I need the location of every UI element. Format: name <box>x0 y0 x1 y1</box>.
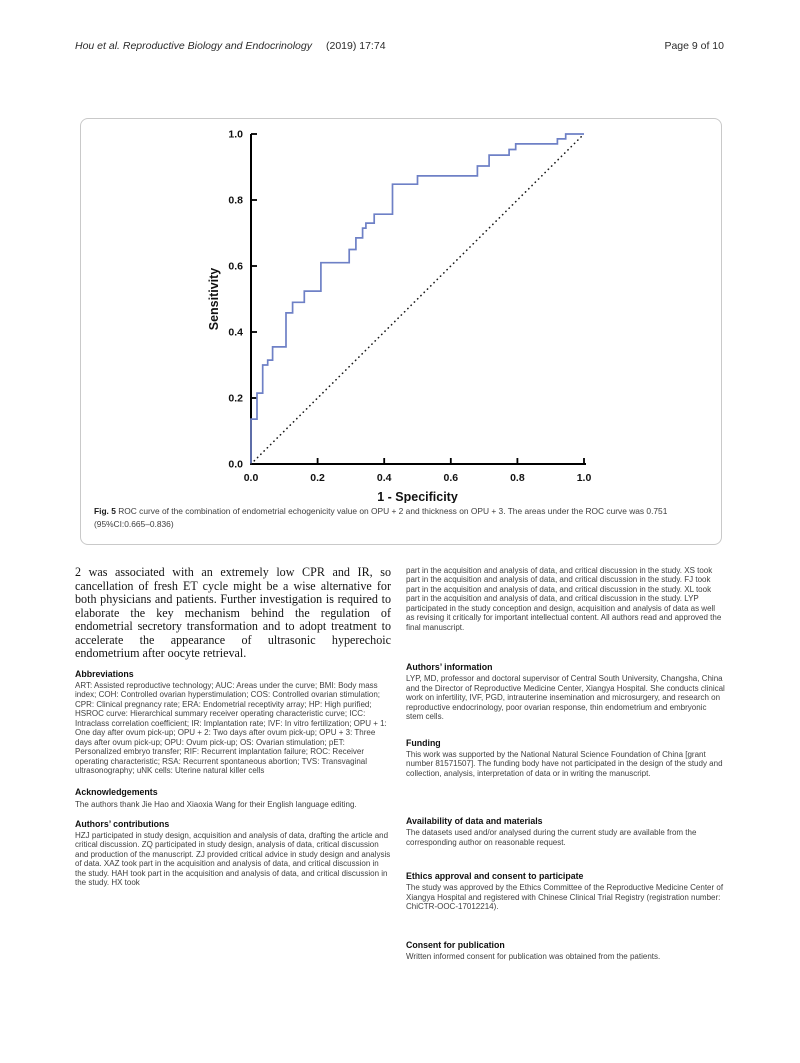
discussion-paragraph: 2 was associated with an extremely low CPR and IR, so cancellation of fresh ET cycle might be a wise alternative for both physicians and patients. Further investigation is required to elaborate the key mechanism behind the regulation of endometrial secretory transformation and to adopt treatment to accelerate the appearance of ultrasonic hyperechoic endometrium after oocyte retrieval. <box>75 565 391 661</box>
section-heading: Ethics approval and consent to participate <box>406 871 584 882</box>
citation <box>75 40 386 52</box>
section-body: The authors thank Jie Hao and Xiaoxia Wang for their English language editing. <box>75 799 357 809</box>
svg-text:0.0: 0.0 <box>243 472 259 484</box>
citation-volume: (2019) 17:74 <box>325 40 386 52</box>
figure-label: Fig. 5 <box>94 506 116 516</box>
svg-text:0.8: 0.8 <box>228 194 243 207</box>
figure-caption-text: ROC curve of the combination of endometrial echogenicity value on OPU + 2 and thickness on OPU + 3. The areas under the ROC curve was 0.751 (95%CI:0.665–0.836) <box>94 506 668 530</box>
svg-text:Sensitivity: Sensitivity <box>207 267 221 331</box>
section-heading: Authors’ contributions <box>75 818 170 829</box>
svg-text:1.0: 1.0 <box>228 128 243 141</box>
figure-panel <box>80 118 722 545</box>
section-body: The datasets used and/or analysed during the current study are available from the corresponding author on reasonable request. <box>406 828 697 847</box>
svg-text:0.6: 0.6 <box>443 472 459 484</box>
contributions-continuation: part in the acquisition and analysis of data, and critical discussion in the study. XS took part in the acquisition and analysis of data, and critical discussion in the study. FJ took part in the acquisition and analysis of data, and critical discussion in the study. XL took part in the acquisition and analysis of data, and critical discussion in the study. LYP participated in the study conception and design, acquisition and analysis of data as well as revising it critically for important intellectual content. All authors read and approved the final manuscript. <box>406 566 722 632</box>
section-heading: Consent for publication <box>406 939 505 950</box>
figure-caption <box>94 505 709 531</box>
svg-text:1 - Specificity: 1 - Specificity <box>377 490 458 503</box>
right-column <box>406 566 725 961</box>
citation-journal: Hou et al. Reproductive Biology and Endocrinology <box>75 40 312 52</box>
section-funding <box>406 738 725 778</box>
section-availability <box>406 816 725 847</box>
svg-text:0.8: 0.8 <box>510 472 525 484</box>
svg-text:0.6: 0.6 <box>228 260 243 273</box>
svg-text:0.4: 0.4 <box>228 326 243 339</box>
svg-text:0.2: 0.2 <box>310 472 325 484</box>
section-body: The study was approved by the Ethics Committee of the Reproductive Medicine Center of Xiangya Hospital and registered with Chinese Clinical Trial Registry (registration number: ChiCTR-OOC-17012214). <box>406 883 724 912</box>
section-body: HZJ participated in study design, acquisition and analysis of data, drafting the article and critical discussion. ZQ participated in study design, analysis of data, critical discussion and production of the manuscript. ZJ provided critical advice in study design and analysis of data. XAZ took part in the acquisition and analysis of data, and critical discussion in the study. HAH took part in the acquisition and analysis of data, and critical discussion in the study. HX took <box>75 831 391 888</box>
section-heading: Availability of data and materials <box>406 816 543 827</box>
section-consent-publication <box>406 940 725 962</box>
section-body: ART: Assisted reproductive technology; AUC: Areas under the curve; BMI: Body mass index; COH: Controlled ovarian hyperstimulation; COS: Controlled ovarian stimulation; CPR: Clinical pregnancy rate; ERA: Endometrial receptivity array; HP: High purified; HSROC curve: Hierarchical summary receiver operating characteristic curve; ICC: Intraclass correlation coefficient; IR: Implantation rate; IVF: In vitro fertilization; OPU + 1: One day after ovum pick-up; OPU + 2: Two days after ovum pick-up; OPU + 3: Three days after ovum pick-up; OPU: Ovum pick-up; OS: Ovarian stimulation; pET: Personalized embryo transfer; RIF: Recurrent implantation failure; ROC: Receiver operating characteristic; RSA: Recurrent spontaneous abortion; TVS: Transvaginal ultrasonography; uNK cells: Uterine natural killer cells <box>75 680 387 775</box>
section-body: LYP, MD, professor and doctoral supervisor of Central South University, Changsha, China and the Director of Reproductive Medicine Center, Xiangya Hospital. She conducts clinical work on infertility, IVF, PGD, intrauterine insemination and microsurgery, and research on reproductive endocrinology, poor ovarian response, thin endometrium and embryonic stem cells. <box>406 674 725 722</box>
section-body: Written informed consent for publication was obtained from the patients. <box>406 951 661 961</box>
section-body: This work was supported by the National Natural Science Foundation of China [grant number 81571507]. The funding body have not participated in the design of the study and collection, analysis, interpretation of data or in writing the manuscript. <box>406 749 723 778</box>
running-header <box>75 40 724 52</box>
page-number: Page 9 of 10 <box>664 40 724 52</box>
section-authors-contributions <box>75 819 391 888</box>
roc-chart <box>81 119 723 503</box>
section-heading: Funding <box>406 737 441 748</box>
svg-text:0.0: 0.0 <box>228 458 243 471</box>
section-ethics-approval <box>406 871 725 911</box>
section-heading: Abbreviations <box>75 668 134 679</box>
svg-text:1.0: 1.0 <box>576 472 592 484</box>
svg-text:0.4: 0.4 <box>376 472 392 484</box>
section-authors-information <box>406 662 725 721</box>
left-column <box>75 566 391 888</box>
svg-text:0.2: 0.2 <box>228 392 243 405</box>
section-abbreviations <box>75 669 391 776</box>
section-heading: Acknowledgements <box>75 787 158 798</box>
section-acknowledgements <box>75 787 391 809</box>
section-heading: Authors’ information <box>406 662 493 673</box>
